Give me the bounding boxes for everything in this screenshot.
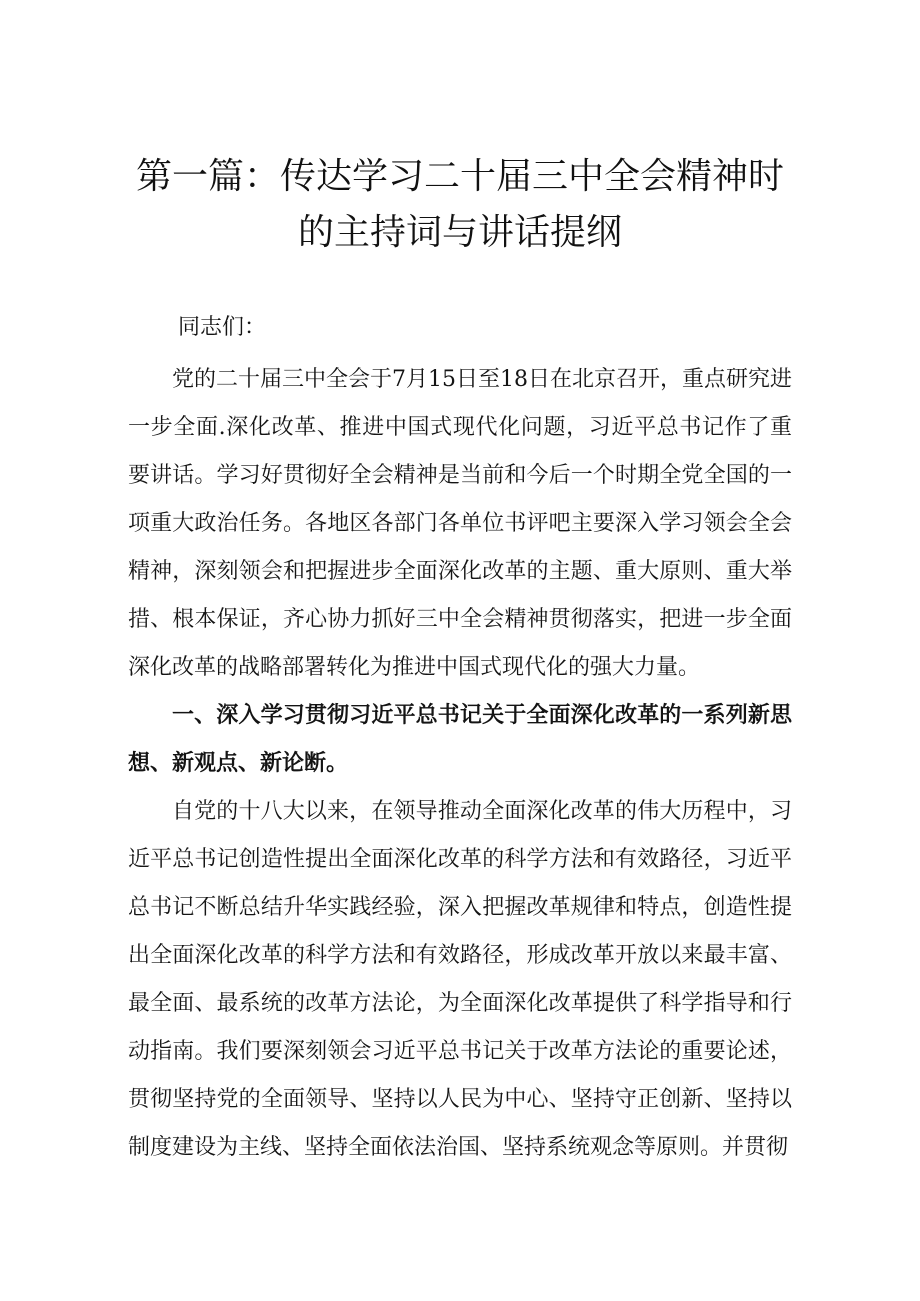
document-title-line2: 的主持词与讲话提纲 — [297, 212, 622, 253]
body-paragraph-2: 自党的十八大以来，在领导推动全面深化改革的伟大历程中，习近平总书记创造性提出全面深化改革的科学方法和有效路径，习近平总书记不断总结升华实践经验，深入把握改革规律和特点，创造性提出全面深化改革的科学方法和有效路径，形成改革开放以来最丰富、最全面、最系统的改革方法论，为全面深化改革提供了科学指导和行动指南。我们要深刻领会习近平总书记关于改革方法论的重要论述，贯彻坚持党的全面领导、坚持以人民为中心、坚持守正创新、坚持以制度建设为主线、坚持全面依法治国、坚持系统观念等原则。并贯彻 — [128, 799, 792, 1160]
salutation: 同志们： — [178, 315, 267, 340]
document-title-line1: 第一篇：传达学习二十届三中全会精神时 — [135, 156, 784, 197]
body-paragraph-1: 党的二十届三中全会于7月15日至18日在北京召开，重点研究进一步全面.深化改革、推进中国式现代化问题，习近平总书记作了重要讲话。学习好贯彻好全会精神是当前和今后一个时期全党全国的一项重大政治任务。各地区各部门各单位书评吧主要深入学习领会全会精神，深刻领会和把握进步全面深化改革的主题、重大原则、重大举措、根本保证，齐心协力抓好三中全会精神贯彻落实，把进一步全面深化改革的战略部署转化为推进中国式现代化的强大力量。 — [128, 367, 792, 680]
section-heading-1: 一、深入学习贯彻习近平总书记关于全面深化改革的一系列新思想、新观点、新论断。 — [128, 703, 792, 776]
